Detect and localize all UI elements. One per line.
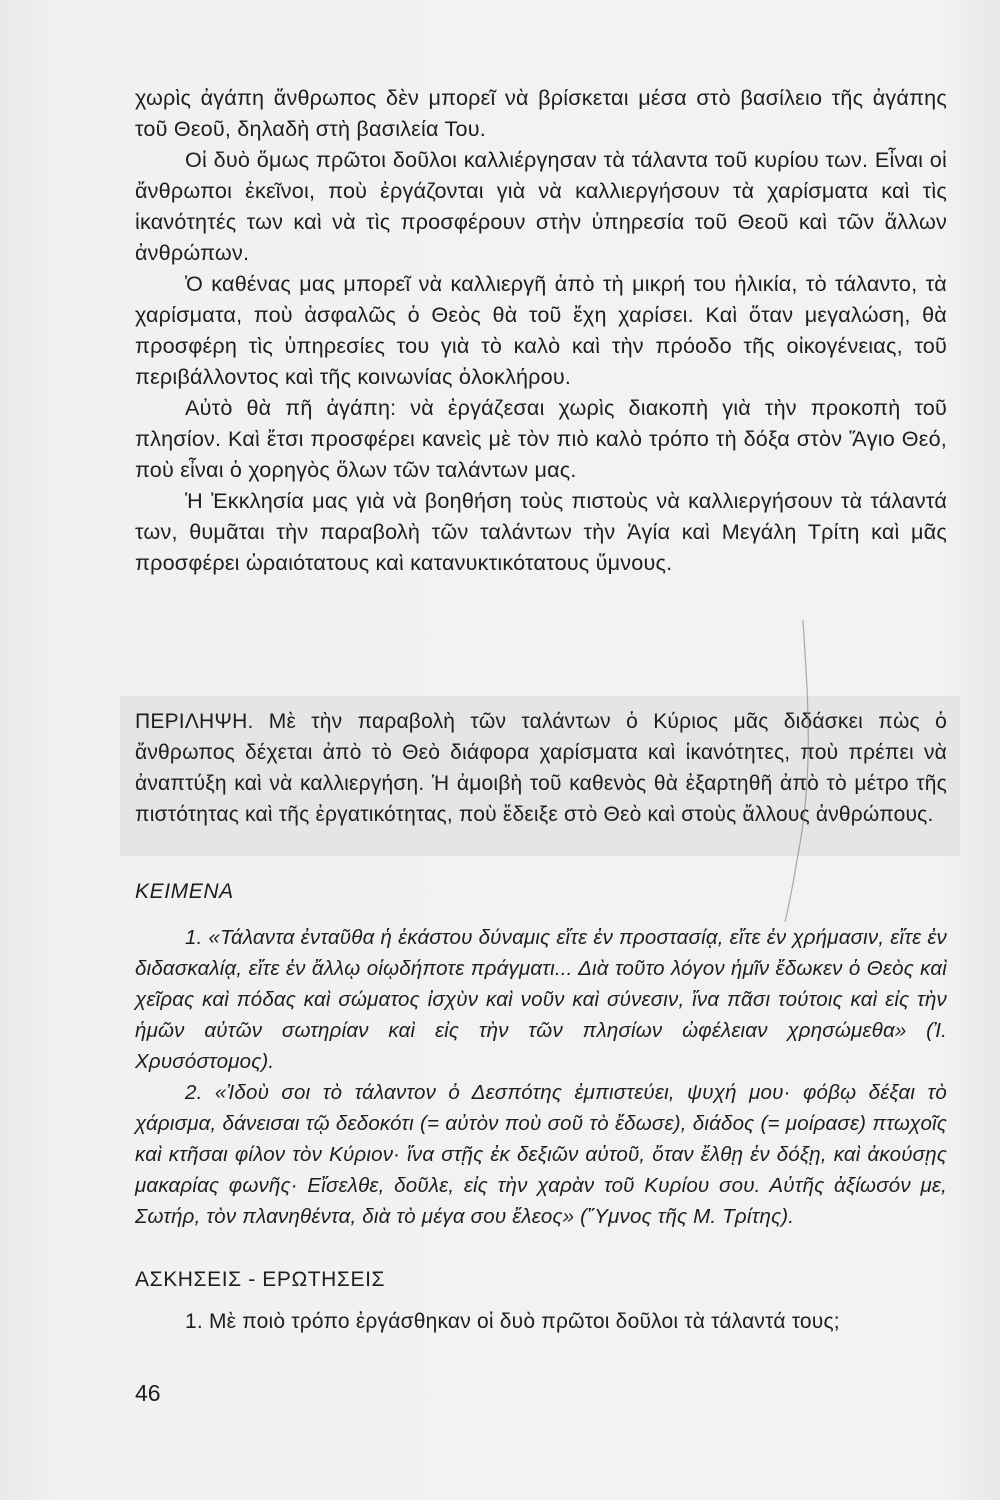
page-number: 46 bbox=[135, 1380, 161, 1406]
paragraph: Οἱ δυὸ ὅμως πρῶτοι δοῦλοι καλλιέργησαν τὰ τάλαντα τοῦ κυρίου των. Εἶναι οἱ ἄνθρωποι ἐκεῖνοι, ποὺ ἐργάζονται γιὰ νὰ καλλιεργήσουν τὰ χαρίσματα καὶ τὶς ἱκανότητές των καὶ νὰ τὶς προσφέρουν στὴν ὑπηρεσία τοῦ Θεοῦ καὶ τῶν ἄλλων ἀνθρώπων. bbox=[135, 147, 947, 265]
texts-section bbox=[135, 922, 947, 1232]
texts-heading: ΚΕΙΜΕΝΑ bbox=[135, 880, 234, 903]
exercises-heading: ΑΣΚΗΣΕΙΣ - ΕΡΩΤΗΣΕΙΣ bbox=[135, 1268, 386, 1291]
paragraph: Ὁ καθένας μας μπορεῖ νὰ καλλιεργῆ ἀπὸ τὴ μικρή του ἡλικία, τὸ τάλαντο, τὰ χαρίσματα, ποὺ ἀσφαλῶς ὁ Θεὸς θὰ τοῦ ἔχη χαρίσει. Καὶ ὅταν μεγαλώση, θὰ προσφέρη τὶς ὑπηρεσίες του γιὰ τὸ καλὸ καὶ τὴν πρόοδο τῆς οἰκογένειας, τοῦ περιβάλλοντος καὶ τῆς κοινωνίας ὁλοκλήρου. bbox=[135, 271, 947, 389]
exercise-item: 1. Μὲ ποιὸ τρόπο ἐργάσθηκαν οἱ δυὸ πρῶτοι δοῦλοι τὰ τάλαντά τους; bbox=[185, 1310, 840, 1333]
quote-item: 1. «Τάλαντα ἐνταῦθα ἡ ἑκάστου δύναμις εἴτε ἐν προστασίᾳ, εἴτε ἐν χρήμασιν, εἴτε ἐν διδασκαλίᾳ, εἴτε ἐν ἄλλῳ οἱῳδήποτε πράγματι... Διὰ τοῦτο λόγον ἡμῖν ἔδωκεν ὁ Θεὸς καὶ χεῖρας καὶ πόδας καὶ σώματος ἰσχὺν καὶ νοῦν καὶ σύνεσιν, ἵνα πᾶσι τούτοις καὶ εἰς τὴν ἡμῶν αὐτῶν σωτηρίαν καὶ εἰς τὴν τῶν πλησίων ὠφέλειαν χρησώμεθα» (Ἰ. Χρυσόστομος). bbox=[135, 926, 947, 1073]
paragraph: Αὐτὸ θὰ πῆ ἀγάπη: νὰ ἐργάζεσαι χωρὶς διακοπὴ γιὰ τὴν προκοπὴ τοῦ πλησίον. Καὶ ἔτσι προσφέρει κανεὶς μὲ τὸν πιὸ καλὸ τρόπο τὴ δόξα στὸν Ἅγιο Θεό, ποὺ εἶναι ὁ χορηγὸς ὅλων τῶν ταλάντων μας. bbox=[135, 395, 947, 482]
summary-text: ΠΕΡΙΛΗΨΗ. Μὲ τὴν παραβολὴ τῶν ταλάντων ὁ Κύριος μᾶς διδάσκει πὼς ὁ ἄνθρωπος δέχεται ἀπὸ τὸ Θεὸ διάφορα χαρίσματα καὶ ἱκανότητες, ποὺ πρέπει νὰ ἀναπτύξη καὶ νὰ καλλιεργήση. Ἡ ἀμοιβὴ τοῦ καθενὸς θὰ ἐξαρτηθῆ ἀπὸ τὸ μέτρο τῆς πιστότητας καὶ τῆς ἐργατικότητας, ποὺ ἔδειξε στὸ Θεὸ καὶ στοὺς ἄλλους ἀνθρώπους. bbox=[135, 710, 947, 826]
paragraph: χωρὶς ἀγάπη ἄνθρωπος δὲν μπορεῖ νὰ βρίσκεται μέσα στὸ βασίλειο τῆς ἀγάπης τοῦ Θεοῦ, δηλαδὴ στὴ βασιλεία Του. bbox=[135, 85, 947, 141]
pen-stroke-mark bbox=[745, 610, 835, 930]
quote-item: 2. «Ἰδοὺ σοι τὸ τάλαντον ὁ Δεσπότης ἐμπιστεύει, ψυχή μου· φόβῳ δέξαι τὸ χάρισμα, δάνεισαι τῷ δεδοκότι (= αὐτὸν ποὺ σοῦ τὸ ἔδωσε), διάδος (= μοίρασε) πτωχοῖς καὶ κτῆσαι φίλον τὸν Κύριον· ἵνα στῇς ἐκ δεξιῶν αὐτοῦ, ὅταν ἔλθῃ ἐν δόξῃ, καὶ ἀκούσῃς μακαρίας φωνῆς· Εἴσελθε, δοῦλε, εἰς τὴν χαρὰν τοῦ Κυρίου σου. Αὐτῆς ἀξίωσόν με, Σωτήρ, τὸν πλανηθέντα, διὰ τὸ μέγα σου ἔλεος» (Ὕμνος τῆς Μ. Τρίτης). bbox=[135, 1081, 947, 1228]
exercises-section bbox=[135, 1306, 947, 1337]
body-text bbox=[135, 82, 947, 578]
paragraph: Ἡ Ἐκκλησία μας γιὰ νὰ βοηθήση τοὺς πιστοὺς νὰ καλλιεργήσουν τὰ τάλαντά των, θυμᾶται τὴν παραβολὴ τῶν ταλάντων τὴν Ἁγία καὶ Μεγάλη Τρίτη καὶ μᾶς προσφέρει ὡραιότατους καὶ κατανυκτικότατους ὕμνους. bbox=[135, 488, 947, 575]
